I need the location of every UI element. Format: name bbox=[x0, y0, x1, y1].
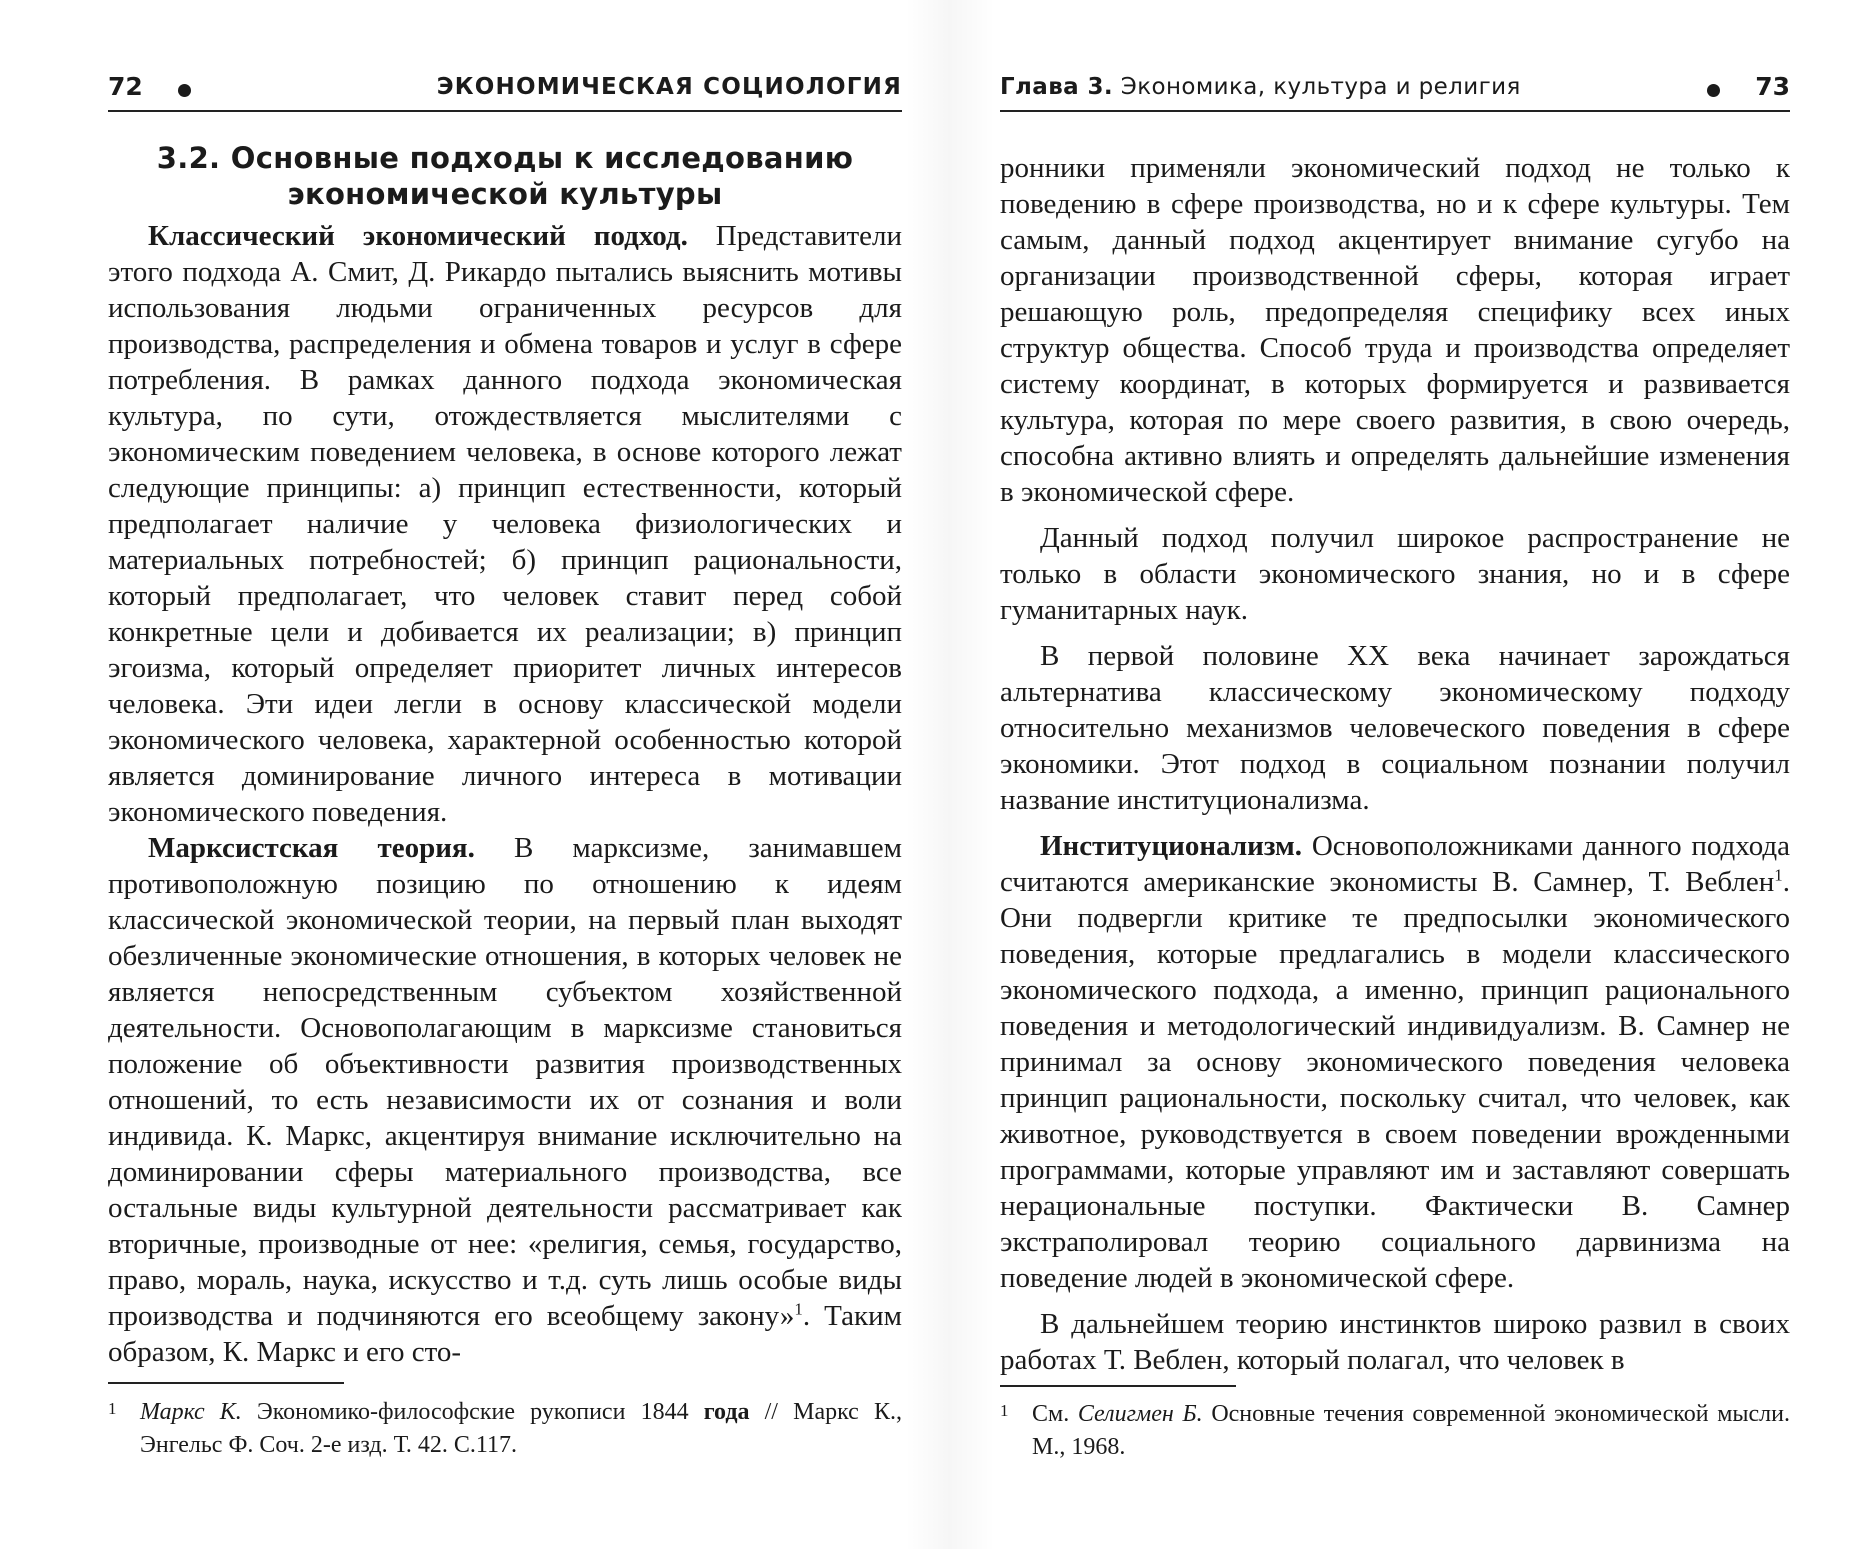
book-gutter bbox=[905, 0, 995, 1549]
left-running-title: ЭКОНОМИЧЕСКАЯ СОЦИОЛОГИЯ bbox=[436, 74, 902, 100]
paragraph-spread: Данный подход получил широкое распространение не только в области экономического знания, но и в сфере гуманитарных наук. bbox=[1000, 522, 1790, 626]
left-page bbox=[108, 0, 902, 1549]
right-body bbox=[1000, 150, 1790, 1378]
paragraph-text: . Таким образом, К. Маркс и его сто- bbox=[108, 1300, 902, 1368]
footnote-ref: 1 bbox=[794, 1299, 803, 1319]
footnote-ref: 1 bbox=[1774, 865, 1783, 885]
right-footnote bbox=[1000, 1398, 1790, 1464]
footnote-rule bbox=[1000, 1385, 1236, 1387]
paragraph-classical bbox=[108, 218, 902, 830]
footnote-author: Маркс К. bbox=[140, 1399, 242, 1425]
footnote-year: года bbox=[703, 1399, 750, 1425]
paragraph-lead: Марксистская теория. bbox=[148, 832, 475, 864]
left-body bbox=[108, 140, 902, 1370]
bullet-dot-icon bbox=[1707, 84, 1720, 97]
chapter-title: Экономика, культура и религия bbox=[1113, 74, 1521, 100]
footnote-text: Основные течения современной экономической мысли. М., 1968. bbox=[1032, 1401, 1790, 1460]
section-heading-line2: экономической культуры bbox=[287, 177, 723, 211]
left-running-header bbox=[108, 70, 902, 112]
paragraph-text: . Они подвергли критике те предпосылки экономического поведения, которые предлагались в модели классического экономического подхода, а именно, принцип рационального поведения и методологический индивидуализм. В. Самнер не принимал за основу экономического поведения человека принцип рациональности, поскольку считал, что человек, как животное, руководствуется в своем поведении врожденными программами, которые управляют им и заставляют совершать нерациональные поступки. Фактически В. Самнер экстраполировал теорию социального дарвинизма на поведение людей в экономической сфере. bbox=[1000, 866, 1790, 1294]
paragraph-continued: ронники применяли экономический подход не только к поведению в сфере производства, но и к сфере культуры. Тем самым, данный подход акцентирует внимание сугубо на организации производственной сферы, которая играет решающую роль, предопределяя специфику всех иных структур общества. Способ труда и производства определяет систему координат, в которых формируется и развивается культура, которая по мере своего развития, в свою очередь, способна активно влиять и определять дальнейшие изменения в экономической сфере. bbox=[1000, 152, 1790, 508]
right-running-header bbox=[1000, 70, 1790, 112]
paragraph-lead: Классический экономический подход. bbox=[148, 220, 688, 252]
section-heading bbox=[108, 140, 902, 212]
footnote-mark: 1 bbox=[108, 1399, 117, 1418]
paragraph-marxist bbox=[108, 830, 902, 1370]
right-page bbox=[1000, 0, 1790, 1549]
paragraph-text: Основоположниками данного подхода считаются американские экономисты В. Самнер, Т. Веблен bbox=[1000, 830, 1790, 898]
footnote-author: Селигмен Б. bbox=[1077, 1401, 1203, 1427]
footnote-text: // Маркс К., Энгельс Ф. Соч. 2-е изд. Т. 42. С.117. bbox=[140, 1399, 902, 1458]
paragraph-text: Представители этого подхода А. Смит, Д. Рикардо пытались выяснить мотивы использования людьми ограниченных ресурсов для производства, распределения и обмена товаров и услуг в сфере потребления. В рамках данного подхода экономическая культура, по сути, отождествляется мыслителями с экономическим поведением человека, в основе которого лежат следующие принципы: а) принцип естественности, который предполагает наличие у человека физиологических и материальных потребностей; б) принцип рациональности, который предполагает, что человек ставит перед собой конкретные цели и добивается их реализации; в) принцип эгоизма, который определяет приоритет личных интересов человека. Эти идеи легли в основу классической модели экономического человека, характерной особенностью которой является доминирование личного интереса в мотивации экономического поведения. bbox=[108, 220, 902, 828]
paragraph-twentieth-century: В первой половине XX века начинает зарождаться альтернатива классическому экономическому подходу относительно механизмов человеческого поведения в сфере экономики. Этот подход в социальном познании получил название институционализма. bbox=[1000, 640, 1790, 816]
paragraph-institutionalism bbox=[1000, 828, 1790, 1296]
right-running-title bbox=[1000, 74, 1521, 100]
left-page-number: 72 bbox=[108, 72, 143, 101]
footnote-prefix: См. bbox=[1032, 1401, 1078, 1427]
footnote-text: Экономико-философские рукописи 1844 bbox=[241, 1399, 704, 1425]
footnote-mark: 1 bbox=[1000, 1401, 1009, 1420]
left-footnote bbox=[108, 1396, 902, 1462]
right-page-number: 73 bbox=[1755, 72, 1790, 101]
chapter-label: Глава 3. bbox=[1000, 74, 1114, 100]
section-heading-line1: 3.2. Основные подходы к исследованию bbox=[156, 141, 854, 175]
paragraph-text: В марксизме, занимавшем противоположную позицию по отношению к идеям классической экономической теории, на первый план выходят обезличенные экономические отношения, в которых человек не является непосредственным субъектом хозяйственной деятельности. Основополагающим в марксизме становиться положение об объективности развития производственных отношений, то есть независимости их от сознания и воли индивида. К. Маркс, акцентируя внимание исключительно на доминировании сферы материального производства, все остальные виды культурной деятельности рассматривает как вторичные, производные от нее: «религия, семья, государство, право, мораль, наука, искусство и т.д. суть лишь особые виды производства и подчиняются его всеобщему закону» bbox=[108, 832, 902, 1332]
paragraph-lead: Институционализм. bbox=[1040, 830, 1303, 862]
bullet-dot-icon bbox=[178, 84, 191, 97]
footnote-rule bbox=[108, 1382, 344, 1384]
paragraph-veblen: В дальнейшем теорию инстинктов широко развил в своих работах Т. Веблен, который полагал, что человек в bbox=[1000, 1308, 1790, 1376]
